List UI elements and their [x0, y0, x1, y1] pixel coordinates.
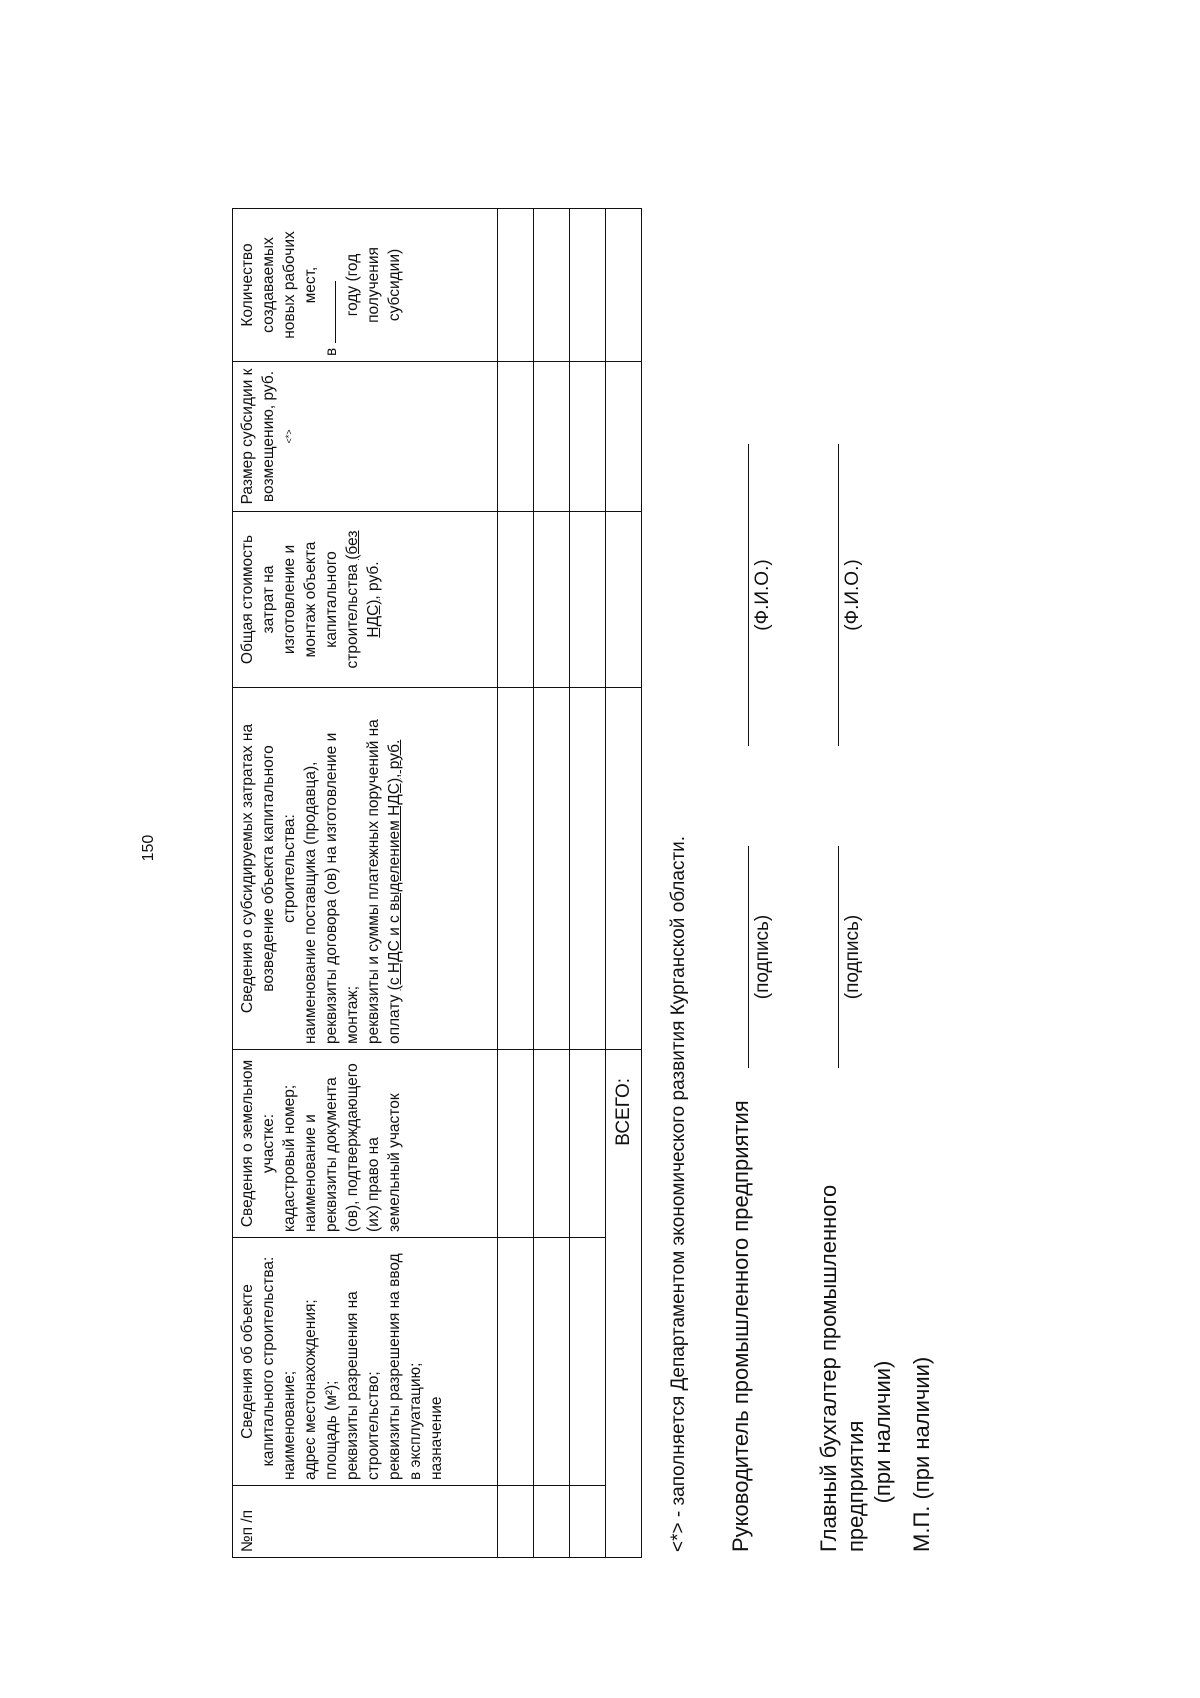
header-jobs-suffix: году (год получения субсидии)	[344, 247, 403, 323]
accountant-title	[815, 1072, 896, 1552]
header-object-line: назначение	[428, 1396, 445, 1480]
header-object-line: адрес местонахождения;	[302, 1299, 319, 1480]
header-num: №п /п	[233, 1486, 498, 1558]
header-land-line: кадастровый номер;	[281, 1084, 298, 1232]
header-total-cost-suffix: , руб.	[365, 561, 382, 600]
director-title: Руководитель промышленного предприятия	[728, 1100, 753, 1552]
header-object-line: реквизиты разрешения на ввод в эксплуатацию;	[386, 1253, 424, 1480]
header-land-info	[233, 1050, 498, 1238]
subsidy-table	[232, 208, 642, 1558]
header-total-cost-main: Общая стоимость затрат на изготовление и монтаж объекта капитального строительства	[239, 534, 361, 669]
header-costs-line: реквизиты договора (ов) на изготовление и монтаж;	[323, 732, 361, 1044]
header-costs-line: реквизиты и суммы платежных поручений на оплату	[365, 719, 403, 1044]
year-blank	[335, 281, 336, 343]
header-subsidy-main: Размер субсидии к возмещению, руб.	[239, 368, 277, 505]
total-row	[606, 209, 642, 1558]
total-label: ВСЕГО:	[606, 1050, 642, 1558]
accountant-signature-caption: (подпись)	[842, 914, 863, 1000]
header-costs-info	[233, 688, 498, 1050]
page-number: 150	[140, 834, 157, 862]
table-header-row	[233, 209, 498, 1558]
director-signature-line	[748, 846, 749, 1068]
header-jobs-main: Количество создаваемых новых рабочих мест,	[239, 231, 319, 339]
header-jobs	[233, 209, 498, 362]
header-jobs-prefix: в	[323, 347, 340, 356]
header-object-line: площадь (м²);	[323, 1380, 340, 1480]
accountant-title-text: Главный бухгалтер промышленного предприятия	[816, 1184, 868, 1552]
director-name-line	[748, 444, 749, 746]
header-subsidy-marker: <*>	[284, 429, 294, 444]
header-object-line: реквизиты разрешения на строительство;	[344, 1291, 382, 1480]
stamp-label: М.П. (при наличии)	[909, 1356, 934, 1552]
header-object-info	[233, 1238, 498, 1486]
accountant-name-line	[838, 444, 839, 746]
director-name-caption: (Ф.И.О.)	[752, 559, 773, 631]
header-costs-title: Сведения о субсидируемых затратах на возведение объекта капитального строительства:	[239, 723, 298, 1014]
header-total-cost-underlined: (без НДС)	[344, 530, 382, 638]
footnote: <*> - заполняется Департаментом экономического развития Курганской области.	[668, 835, 689, 1552]
accountant-name-caption: (Ф.И.О.)	[842, 559, 863, 631]
accountant-title-note: (при наличии)	[870, 1360, 895, 1504]
header-total-cost	[233, 512, 498, 688]
header-costs-underlined: (с НДС и с выделением НДС), руб.	[386, 739, 403, 991]
accountant-signature-line	[838, 846, 839, 1068]
table-row	[570, 209, 606, 1558]
header-object-title: Сведения об объекте капитального строительства:	[239, 1256, 277, 1467]
header-costs-line: наименование поставщика (продавца),	[302, 761, 319, 1044]
header-subsidy	[233, 362, 498, 512]
header-land-title: Сведения о земельном участке:	[239, 1059, 277, 1228]
table-row	[498, 209, 534, 1558]
director-signature-caption: (подпись)	[752, 914, 773, 1000]
header-object-line: наименование;	[281, 1370, 298, 1480]
header-land-line: наименование и реквизиты документа (ов), подтверждающего (их) право на земельный участок	[302, 1063, 403, 1232]
table-row	[534, 209, 570, 1558]
